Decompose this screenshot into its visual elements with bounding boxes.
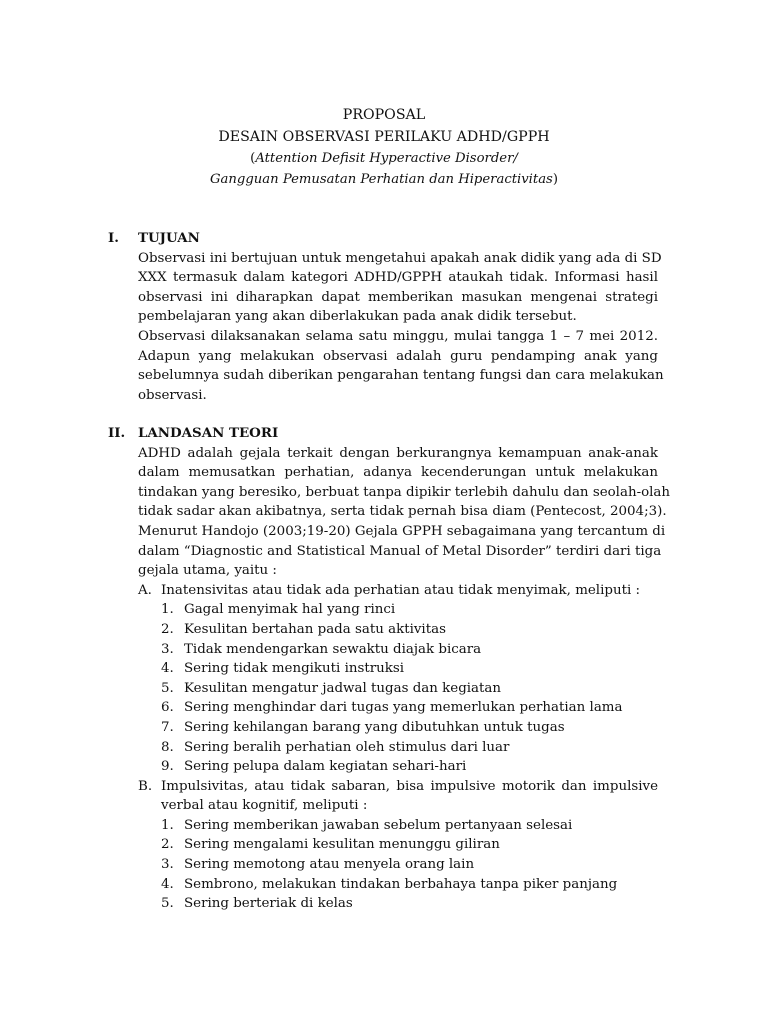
text-line: tindakan yang beresiko, berbuat tanpa dipikir terlebih dahulu dan seolah-olah — [138, 484, 671, 500]
list-item: 9. Sering pelupa dalam kegiatan sehari-hari — [161, 759, 467, 775]
text-line: Observasi dilaksanakan selama satu minggu, mulai tangga 1 – 7 mei 2012. — [138, 328, 658, 344]
subtitle-indonesian-line — [0, 169, 768, 190]
section-landasan-teori — [108, 424, 671, 914]
section-number: I. — [108, 230, 119, 246]
text-line: dalam memusatkan perhatian, adanya kecenderungan untuk melakukan — [138, 465, 658, 481]
close-paren: ) — [552, 172, 558, 187]
list-item: 1. Gagal menyimak hal yang rinci — [161, 602, 396, 618]
text-line: Menurut Handojo (2003;19-20) Gejala GPPH sebagaimana yang tercantum di — [138, 523, 666, 539]
group-intro: verbal atau kognitif, meliputi : — [161, 798, 368, 814]
section-number: II. — [108, 425, 126, 441]
text-line: dalam “Diagnostic and Statistical Manual of Metal Disorder” terdiri dari tiga — [138, 543, 662, 559]
text-line: pembelajaran yang akan diberlakukan pada anak didik tersebut. — [138, 309, 577, 325]
list-item: 7. Sering kehilangan barang yang dibutuhkan untuk tugas — [161, 719, 565, 735]
text-line: observasi ini diharapkan dapat memberikan masukan mengenai strategi — [138, 289, 658, 305]
group-label: B. — [138, 778, 153, 794]
subtitle-english: Attention Defisit Hyperactive Disorder/ — [255, 151, 518, 166]
text-line: tidak sadar akan akibatnya, serta tidak pernah bisa diam (Pentecost, 2004;3). — [138, 504, 667, 520]
subtitle-english-line — [0, 148, 768, 169]
section-heading: TUJUAN — [138, 230, 200, 246]
list-item: 8. Sering beralih perhatian oleh stimulus dari luar — [161, 739, 510, 755]
symptom-list-a — [138, 600, 658, 776]
text-line: Observasi ini bertujuan untuk mengetahui apakah anak didik yang ada di SD — [138, 250, 662, 266]
text-line: observasi. — [138, 387, 207, 403]
section-tujuan — [108, 229, 664, 405]
symptom-group-b — [138, 777, 658, 816]
paragraph — [138, 327, 664, 405]
text-line: ADHD adalah gejala terkait dengan berkurangnya kemampuan anak-anak — [138, 445, 658, 461]
title-block — [0, 104, 768, 190]
symptom-group-a — [138, 581, 658, 601]
text-line: XXX termasuk dalam kategori ADHD/GPPH ataukah tidak. Informasi hasil — [138, 270, 658, 286]
list-item: 4. Sembrono, melakukan tindakan berbahaya tanpa piker panjang — [161, 876, 618, 892]
document-subtitle: DESAIN OBSERVASI PERILAKU ADHD/GPPH — [218, 129, 550, 145]
list-item: 2. Sering mengalami kesulitan menunggu giliran — [161, 837, 500, 853]
list-item: 3. Tidak mendengarkan sewaktu diajak bicara — [161, 641, 482, 657]
paragraph — [138, 249, 662, 327]
section-heading: LANDASAN TEORI — [138, 425, 279, 441]
open-paren: ( — [250, 151, 256, 166]
list-item: 3. Sering memotong atau menyela orang lain — [161, 857, 475, 873]
paragraph — [138, 444, 671, 581]
group-intro: Impulsivitas, atau tidak sabaran, bisa impulsive motorik dan impulsive — [161, 778, 658, 794]
text-line: sebelumnya sudah diberikan pengarahan tentang fungsi dan cara melakukan — [138, 368, 664, 384]
list-item: 2. Kesulitan bertahan pada satu aktivitas — [161, 621, 446, 637]
text-line: Adapun yang melakukan observasi adalah guru pendamping anak yang — [138, 348, 658, 364]
list-item: 5. Sering berteriak di kelas — [161, 896, 353, 912]
list-item: 1. Sering memberikan jawaban sebelum pertanyaan selesai — [161, 817, 573, 833]
group-label: A. — [138, 582, 152, 598]
list-item: 4. Sering tidak mengikuti instruksi — [161, 661, 405, 677]
list-item: 6. Sering menghindar dari tugas yang memerlukan perhatian lama — [161, 700, 623, 716]
text-line: gejala utama, yaitu : — [138, 563, 277, 579]
subtitle-indonesian: Gangguan Pemusatan Perhatian dan Hiperactivitas — [210, 172, 553, 187]
group-intro: Inatensivitas atau tidak ada perhatian atau tidak menyimak, meliputi : — [161, 582, 641, 598]
list-item: 5. Kesulitan mengatur jadwal tugas dan kegiatan — [161, 680, 502, 696]
symptom-list-b — [138, 816, 658, 914]
document-title: PROPOSAL — [342, 107, 426, 123]
